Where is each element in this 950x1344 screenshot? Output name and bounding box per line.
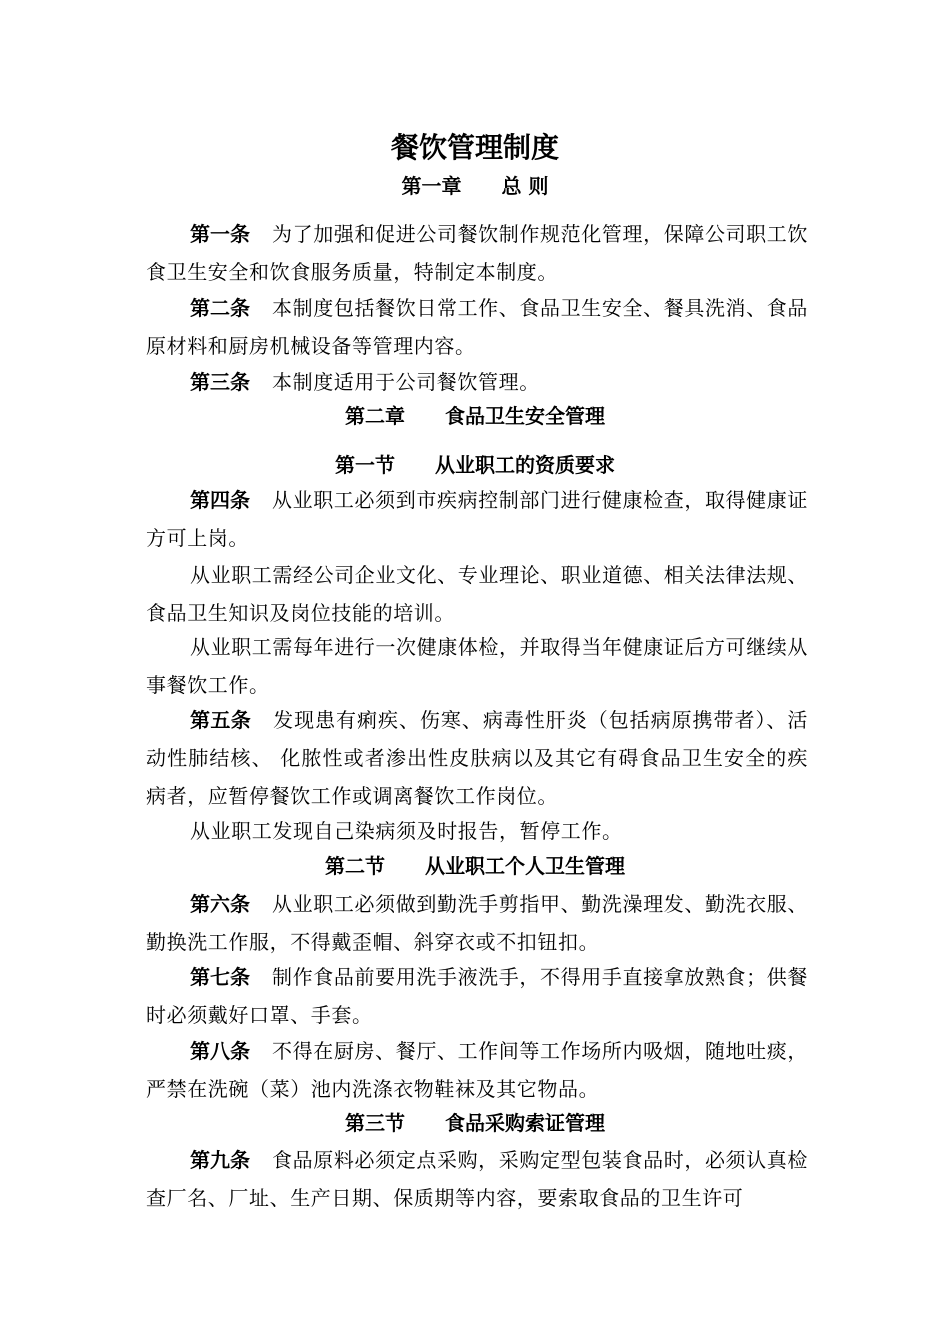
article-5 (146, 701, 808, 815)
article-text: 从业职工必须到市疾病控制部门进行健康检查，取得健康证方可上岗。 (146, 488, 808, 550)
article-text: 为了加强和促进公司餐饮制作规范化管理，保障公司职工饮食卫生安全和饮食服务质量，特制定本制度。 (146, 222, 808, 284)
article-text: 不得在厨房、餐厅、工作间等工作场所内吸烟，随地吐痰，严禁在洗碗（菜）池内洗涤衣物鞋袜及其它物品。 (146, 1039, 808, 1101)
section-number: 第一节 (335, 453, 395, 477)
section-heading-1 (0, 449, 950, 481)
chapter-number: 第一章 (401, 174, 462, 198)
chapter-name: 食品卫生安全管理 (445, 404, 605, 428)
chapter-heading-2 (0, 400, 950, 432)
article-5-paragraph-2: 从业职工发现自己染病须及时报告，暂停工作。 (190, 819, 623, 843)
article-label: 第九条 (190, 1148, 251, 1172)
article-text: 从业职工必须做到勤洗手剪指甲、勤洗澡理发、勤洗衣服、勤换洗工作服，不得戴歪帽、斜穿衣或不扣钮扣。 (146, 892, 808, 954)
article-4-paragraph-2: 从业职工需经公司企业文化、专业理论、职业道德、相关法律法规、食品卫生知识及岗位技能的培训。 (146, 563, 808, 625)
article-text: 发现患有痢疾、伤寒、病毒性肝炎（包括病原携带者）、活动性肺结核、 化脓性或者渗出性皮肤病以及其它有碍食品卫生安全的疾病者，应暂停餐饮工作或调离餐饮工作岗位。 (146, 708, 809, 808)
article-6 (146, 885, 808, 961)
article-label: 第二条 (190, 296, 251, 320)
article-4 (146, 481, 808, 557)
article-label: 第一条 (190, 222, 251, 246)
article-3 (146, 363, 808, 401)
article-8 (146, 1032, 808, 1108)
article-1 (146, 215, 808, 291)
article-label: 第八条 (190, 1039, 251, 1063)
section-name: 从业职工个人卫生管理 (425, 854, 625, 878)
section-number: 第三节 (345, 1111, 405, 1135)
article-7 (146, 958, 808, 1034)
article-text: 制作食品前要用洗手液洗手，不得用手直接拿放熟食；供餐时必须戴好口罩、手套。 (146, 965, 808, 1027)
section-number: 第二节 (325, 854, 385, 878)
chapter-heading-1 (0, 170, 950, 202)
article-4-paragraph-3: 从业职工需每年进行一次健康体检，并取得当年健康证后方可继续从事餐饮工作。 (146, 635, 808, 697)
article-label: 第四条 (190, 488, 251, 512)
article-2 (146, 289, 808, 365)
article-label: 第六条 (190, 892, 251, 916)
article-text: 本制度适用于公司餐饮管理。 (272, 370, 540, 394)
article-label: 第五条 (190, 708, 252, 732)
section-name: 食品采购索证管理 (445, 1111, 605, 1135)
article-label: 第七条 (190, 965, 251, 989)
section-name: 从业职工的资质要求 (435, 453, 615, 477)
document-title: 餐饮管理制度 (390, 131, 559, 164)
article-text: 本制度包括餐饮日常工作、食品卫生安全、餐具洗消、食品原材料和厨房机械设备等管理内容。 (146, 296, 808, 358)
chapter-name: 总 则 (501, 174, 549, 198)
chapter-number: 第二章 (345, 404, 405, 428)
section-heading-2 (0, 850, 950, 882)
article-9 (146, 1141, 808, 1217)
article-text: 食品原料必须定点采购，采购定型包装食品时，必须认真检查厂名、厂址、生产日期、保质期等内容，要索取食品的卫生许可 (146, 1148, 808, 1210)
article-label: 第三条 (190, 370, 250, 394)
section-heading-3 (0, 1107, 950, 1139)
